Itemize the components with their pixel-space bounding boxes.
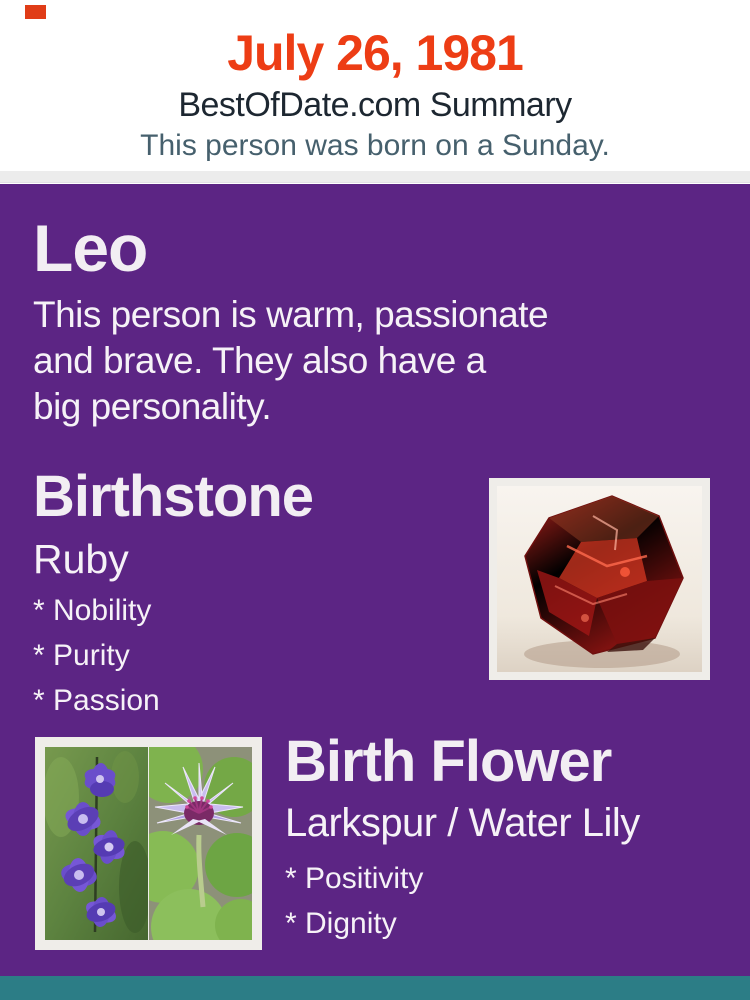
purple-body-section [0, 184, 750, 976]
header-divider-strip [0, 171, 750, 183]
ruby-photo-frame [489, 478, 710, 680]
birth-flower-traits-list [285, 856, 423, 946]
footer-teal-bar [0, 976, 750, 1000]
birth-flower-name: Larkspur / Water Lily [285, 801, 640, 845]
birthstone-trait: * Nobility [33, 594, 152, 627]
ruby-photo [497, 486, 702, 672]
birthstone-name: Ruby [33, 536, 129, 582]
birthstone-heading: Birthstone [33, 464, 313, 529]
birth-flower-photo-frame [35, 737, 262, 950]
birthstone-trait: * Purity [33, 639, 130, 672]
site-summary-subtitle: BestOfDate.com Summary [178, 86, 572, 124]
zodiac-description [33, 292, 548, 430]
zodiac-description-line: This person is warm, passionate [33, 294, 549, 335]
born-day-line: This person was born on a Sunday. [140, 129, 610, 162]
zodiac-description-line: big personality. [33, 386, 272, 427]
red-corner-accent [25, 5, 46, 19]
birthstone-trait: * Passion [33, 684, 160, 717]
water-lily-photo [149, 747, 252, 940]
birth-flower-trait: * Positivity [285, 862, 424, 895]
birth-flower-trait: * Dignity [285, 907, 397, 940]
birth-flower-heading: Birth Flower [285, 729, 612, 794]
zodiac-description-line: and brave. They also have a [33, 340, 486, 381]
zodiac-sign-heading: Leo [33, 211, 148, 285]
birthstone-traits-list [33, 588, 160, 723]
larkspur-photo [45, 747, 148, 940]
page-title-date: July 26, 1981 [227, 25, 523, 81]
